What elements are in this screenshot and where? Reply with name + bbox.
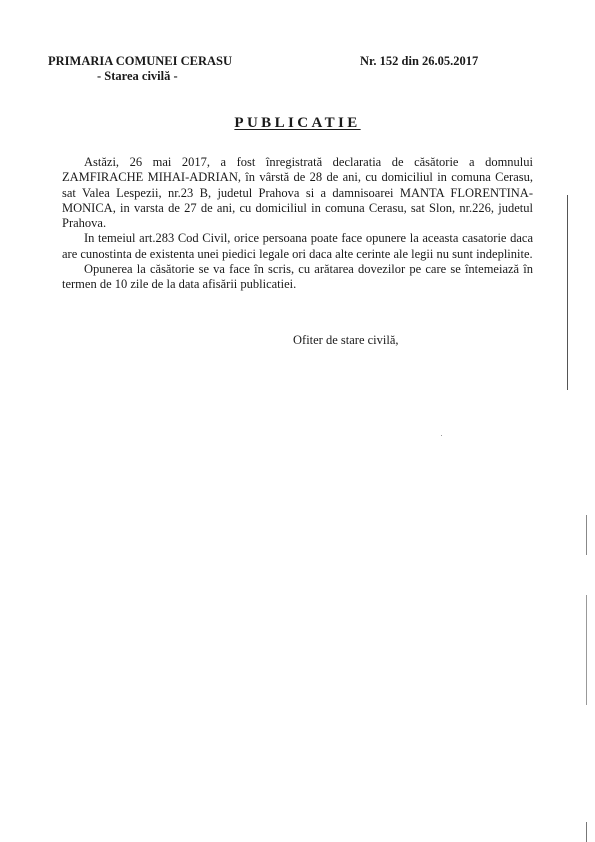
scan-artifact-line bbox=[586, 515, 587, 555]
scan-speck bbox=[441, 435, 442, 436]
paragraph-legal-basis: In temeiul art.283 Cod Civil, orice persoana poate face opunere la aceasta casatorie daca are cunostinta de existenta unei piedici legale ori daca alte cerinte ale legii nu sunt indeplinite. bbox=[62, 231, 533, 261]
scan-artifact-line bbox=[586, 595, 587, 705]
department-name: - Starea civilă - bbox=[97, 69, 178, 83]
institution-name: PRIMARIA COMUNEI CERASU bbox=[48, 54, 233, 68]
paragraph-declaration: Astăzi, 26 mai 2017, a fost înregistrată declaratia de căsătorie a domnului ZAMFIRACHE MIHAI-ADRIAN, în vârstă de 28 de ani, cu domiciliul in comuna Cerasu, sat Valea Lespezii, nr.23 B, judetul Prahova si a damnisoarei MANTA FLORENTINA-MONICA, in varsta de 27 de ani, cu domiciliul in comuna Cerasu, sat Slon, nr.226, judetul Prahova. bbox=[62, 155, 533, 231]
scan-artifact-line bbox=[586, 822, 587, 842]
signature-line: Ofiter de stare civilă, bbox=[293, 333, 399, 347]
scan-artifact-line bbox=[567, 195, 568, 390]
document-body bbox=[62, 155, 533, 293]
document-title: PUBLICATIE bbox=[234, 115, 361, 131]
document-number: Nr. 152 din 26.05.2017 bbox=[360, 54, 479, 68]
paragraph-opposition: Opunerea la căsătorie se va face în scris, cu arătarea dovezilor pe care se întemeiază în termen de 10 zile de la data afisării publicatiei. bbox=[62, 262, 533, 292]
header-institution-block bbox=[48, 54, 278, 84]
